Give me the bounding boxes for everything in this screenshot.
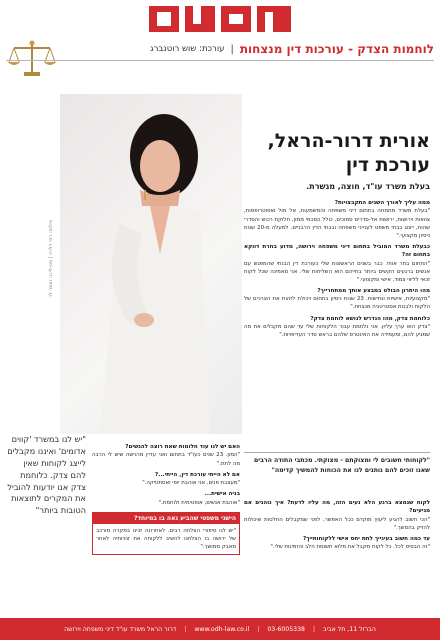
article-question: מהו היתרון הבולט במבצע אותך ממתחרייך? xyxy=(317,287,430,294)
article-question: עד כמה חשוב בעינייך לתת יחס אישי ללקוחותייך? xyxy=(302,536,430,542)
article-question: אם לא הייתי עורכת דין, הייתי...? xyxy=(155,471,240,478)
pull-quote: "לקוחותי חשובים לי ומצוקתם - מצוקתי. מכתבי התודה הרבים שאנו זוכים להם נותנים לנו את הכוחות להמשיך קדימה" xyxy=(253,457,430,474)
masthead xyxy=(0,0,440,62)
article-column-right-lower xyxy=(244,496,430,552)
article-answer: "אוהבת אנשים, אופטימית ולוחמת." xyxy=(158,499,240,506)
header-divider xyxy=(6,60,434,61)
article-answer: "המון. 23 שנים כעו"ד בתחום ואני עדיין מרגישה שיש לי הרבה מה לתת." xyxy=(92,452,240,467)
headline-subtitle: בעלת משרד עו"ד, חוצה, מגשרת. xyxy=(306,181,430,191)
footer-bar xyxy=(0,618,440,640)
magazine-logo xyxy=(145,2,295,36)
footer-phone[interactable]: 03-6005338 xyxy=(267,625,305,633)
article-answer: "הכי חשוב להגיע ליעוץ מוקדם ככל האפשר, לפני שמקבלים החלטות שיכולות להזיק בהמשך." xyxy=(244,516,430,531)
article-question: האם יש לנו עוד חלומות שאת רוצה להגשים? xyxy=(125,444,240,450)
section-header xyxy=(59,40,434,58)
article-column-right xyxy=(244,196,430,340)
article-column-middle xyxy=(92,440,240,555)
footer-separator: | xyxy=(184,625,187,633)
photo-credit: צילום: רפי דלויה | סטיילינג: תומר לוי xyxy=(48,220,54,298)
article-question: בניה אישית... xyxy=(204,491,240,498)
footer-website-link[interactable]: www.odh-law.co.il xyxy=(194,625,250,633)
article-answer: "מקצועיות, אישיות ונחישות. 23 שנות ניסיון בתחום ויכולת לזהות את הצרכים של הלקוח ולבנות אסטרטגיה מנצחת." xyxy=(244,296,430,311)
highlight-box-title: הישגי משפטי שהביע נאה בו במיוחד? xyxy=(93,513,239,524)
article-answer: "התחום בחר אותי. כבר בשנים הראשונות שלי כעורכת דין הבנתי שהמפגש עם אנשים ברגעים הקשים ביותר בחייהם הוא השליחות שלי. אני מאמינה שכל לקוח זכאי לליווי צמוד, אישי ומקצועי." xyxy=(244,260,430,283)
highlight-box xyxy=(92,512,240,555)
footer-separator: | xyxy=(313,625,316,633)
footer-separator: | xyxy=(257,625,260,633)
article-answer: "מעצבת פנים, אני אוהבת יופי ואסתטיקה." xyxy=(142,480,240,486)
article-question: כבעלת משרד המוביל בתחום דיני משפחה וירושה, מדוע בחרת דווקא בתחום זה? xyxy=(244,243,430,259)
article-answer: "זה הבסיס לכל. כל לקוח מקבל את מלוא תשומת הלב והזמינות שלי." xyxy=(270,544,430,551)
scales-of-justice-icon xyxy=(6,38,58,78)
article-question: ממה עליך לאורך השנים התקבצויות? xyxy=(334,200,430,206)
pull-quote-divider xyxy=(244,452,430,453)
footer-address: הברזל 11, תל אביב xyxy=(323,625,376,633)
article-answer: "צדק הוא ערך עליון. אני נלחמת עבור הלקוחות שלי עד שהם מקבלים את מה שמגיע להם, ומעמידה את האינטרס שלהם בראש סדר העדיפויות." xyxy=(244,323,430,339)
article-answer: "בעלת משרד מתמחה בתחום דיני משפחה והמשמעות, אל מול ואפוטרופסות, צוואות וירושות, ירושות אל-סדרים סמוכים, כולל הסכמי ממון, חלוקת רכוש והסדרי שהות, ייצוג בבתי משפט לענייני משפחה ובבתי הדין הרבניים. למעלה מ-20 שנות ניסיון מקצועי." xyxy=(244,208,430,239)
editor-credit: עורכת: שוש רוטנברג xyxy=(150,44,225,54)
logo-graphic xyxy=(145,2,295,36)
headline-name: אורית דרור-הראל, עורכת דין xyxy=(267,130,430,176)
section-title: לוחמות הצדק - עורכות דין מנצחות xyxy=(239,42,434,56)
header-separator: | xyxy=(230,43,234,55)
footer-firm-name: דרור הראל משרד עו"ד דיני משפחה וירושה xyxy=(64,625,177,633)
article-question: לקוח שנמצא ברגע הלא נעים הזה, מה עליו לדעת? איך נוהגים אם מגיעים? xyxy=(244,500,430,515)
article-question: כלוחמת צדק, מהו הנדרש לנושא לוחמת צדק? xyxy=(310,315,430,322)
highlight-box-text: "יש לנו סיפורי הצלחה רבים. לאחרונה זכינו במקרה מורכב של ירושה בו הצלחנו להשיב ללקוחה את זכויותיה לאחר מאבק ממושך." xyxy=(96,527,236,550)
side-quote: "יש לנו במשרד 'קווים אדומים' ואיננו מקבלים לייצג לקוחות שאין להם צדק. כלוחמת צדק אנו יודעות להוביל את המקרים לתוצאות הטובות ביותר" xyxy=(7,434,86,516)
portrait-photo xyxy=(60,94,242,434)
headline-block xyxy=(250,130,430,191)
